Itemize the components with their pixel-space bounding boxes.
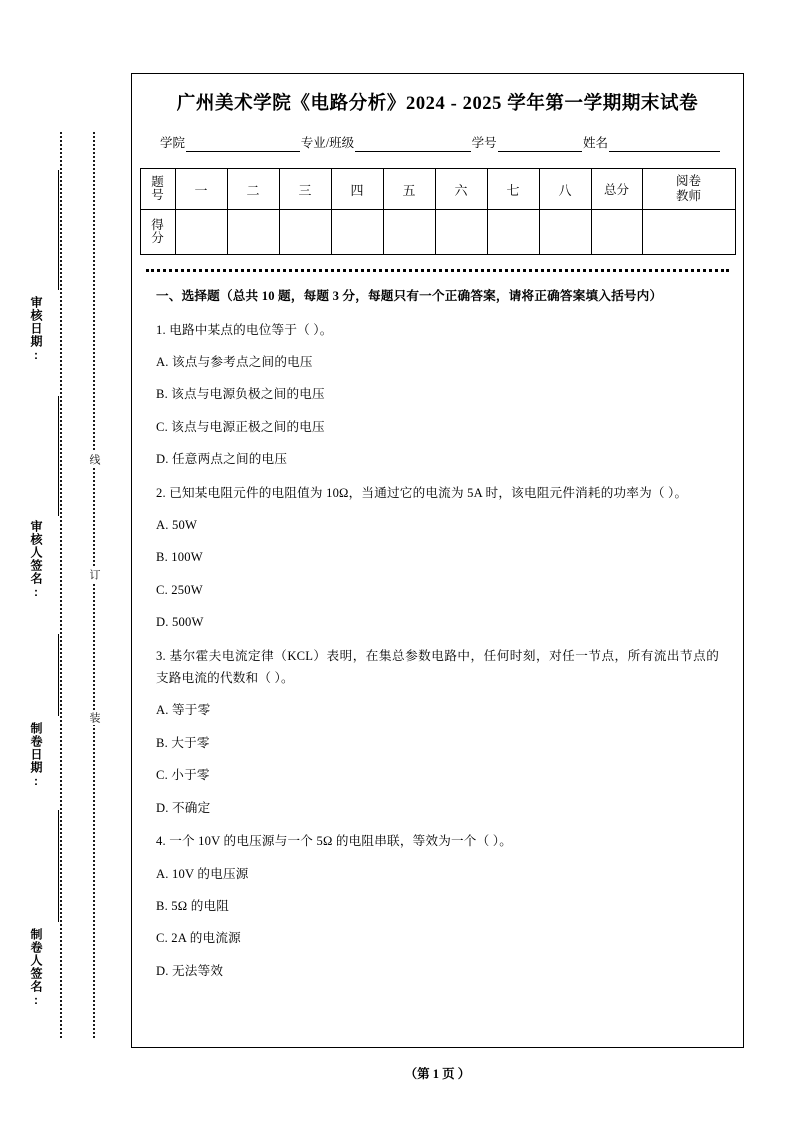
question-2-option-c[interactable]: C. 250W: [156, 582, 203, 597]
student-info-line: [160, 133, 721, 152]
seal-char-line: [88, 452, 99, 467]
question-4-option-a[interactable]: A. 10V 的电压源: [156, 866, 249, 881]
question-4-option-b[interactable]: B. 5Ω 的电阻: [156, 898, 230, 913]
score-col-head-3: 三: [279, 169, 331, 210]
score-cell-4[interactable]: [331, 210, 383, 255]
question-stem-1: 1. 电路中某点的电位等于（ ）。: [156, 322, 333, 337]
score-col-head-2: 二: [227, 169, 279, 210]
question-2-option-b[interactable]: B. 100W: [156, 550, 203, 565]
question-1-option-d[interactable]: D. 任意两点之间的电压: [156, 452, 288, 467]
score-col-head-grader: [642, 169, 735, 210]
section-divider: [146, 269, 729, 272]
field-input-name[interactable]: [609, 138, 720, 152]
questions-content: [156, 285, 719, 982]
field-input-college[interactable]: [186, 138, 300, 152]
page-title: 广州美术学院《电路分析》2024 - 2025 学年第一学期期末试卷: [176, 94, 699, 114]
score-cell-5[interactable]: [383, 210, 435, 255]
section-heading: 一、选择题（总共 10 题，每题 3 分，每题只有一个正确答案，请将正确答案填入括号内）: [156, 289, 663, 304]
table-row-question-numbers: [140, 169, 735, 210]
field-label-major-class: 专业/班级: [300, 136, 355, 151]
produce-date-text: 制卷日期:: [29, 722, 43, 789]
field-label-student-id: 学号: [471, 136, 497, 151]
score-cell-grader[interactable]: [642, 210, 735, 255]
stub-score-char-2: 分: [151, 231, 164, 246]
seal-char-line-text: 线: [88, 454, 100, 465]
exam-paper-frame: [131, 73, 744, 1048]
field-label-name: 姓名: [582, 136, 608, 151]
field-label-college: 学院: [160, 136, 186, 151]
score-cell-6[interactable]: [435, 210, 487, 255]
page-footer: [131, 1064, 744, 1082]
question-3-option-c[interactable]: C. 小于零: [156, 768, 210, 783]
seal-dashed-line-inner: [93, 132, 95, 1038]
score-col-head-8: 八: [539, 169, 591, 210]
question-1-option-b[interactable]: B. 该点与电源负极之间的电压: [156, 387, 325, 402]
score-cell-1[interactable]: [175, 210, 227, 255]
page-number-label: （第 1 页 ）: [404, 1067, 471, 1081]
stub-question-char-1: 题: [151, 174, 164, 189]
score-col-head-total: 总分: [591, 169, 642, 210]
seal-dashed-line-outer: [60, 132, 62, 1038]
produce-signer-label: [28, 928, 45, 1008]
table-row-scores: [140, 210, 735, 255]
review-signer-text: 审核人签名:: [29, 520, 43, 600]
score-cell-total[interactable]: [591, 210, 642, 255]
grader-char-1: 阅卷: [675, 174, 701, 189]
question-stem-4: 4. 一个 10V 的电压源与一个 5Ω 的电阻串联，等效为一个（ ）。: [156, 834, 513, 849]
question-stem-2: 2. 已知某电阻元件的电阻值为 10Ω，当通过它的电流为 5A 时，该电阻元件消耗的功率为（ ）。: [156, 485, 688, 500]
margin-rule-2: [58, 396, 59, 516]
score-col-head-4: 四: [331, 169, 383, 210]
score-table: [140, 168, 736, 255]
seal-char-bind-text: 订: [88, 569, 100, 580]
review-date-text: 审核日期:: [29, 296, 43, 363]
score-col-head-6: 六: [435, 169, 487, 210]
question-4-option-d[interactable]: D. 无法等效: [156, 963, 224, 978]
question-3-option-b[interactable]: B. 大于零: [156, 735, 210, 750]
question-2-option-d[interactable]: D. 500W: [156, 615, 204, 630]
question-2-option-a[interactable]: A. 50W: [156, 518, 198, 533]
question-3-option-a[interactable]: A. 等于零: [156, 703, 211, 718]
stub-question-char-2: 号: [151, 188, 164, 203]
score-cell-8[interactable]: [539, 210, 591, 255]
seal-char-pack-text: 装: [88, 712, 100, 723]
grader-char-2: 教师: [675, 189, 701, 204]
score-cell-2[interactable]: [227, 210, 279, 255]
produce-date-label: [28, 722, 45, 789]
question-1-option-a[interactable]: A. 该点与参考点之间的电压: [156, 355, 313, 369]
score-table-stub-question: [140, 169, 175, 210]
review-date-label: [28, 296, 45, 363]
seal-char-bind: [88, 567, 99, 582]
score-col-head-5: 五: [383, 169, 435, 210]
question-4-option-c[interactable]: C. 2A 的电流源: [156, 931, 241, 946]
question-3-option-d[interactable]: D. 不确定: [156, 800, 211, 815]
score-cell-7[interactable]: [487, 210, 539, 255]
score-col-head-7: 七: [487, 169, 539, 210]
produce-signer-text: 制卷人签名:: [29, 928, 43, 1008]
review-signer-label: [28, 520, 45, 600]
seal-char-pack: [88, 710, 99, 725]
left-margin-annotations: [0, 0, 120, 1122]
field-input-major-class[interactable]: [355, 138, 470, 152]
margin-rule-top: [58, 170, 59, 290]
score-table-stub-score: [140, 210, 175, 255]
score-cell-3[interactable]: [279, 210, 331, 255]
score-col-head-1: 一: [175, 169, 227, 210]
question-1-option-c[interactable]: C. 该点与电源正极之间的电压: [156, 419, 325, 434]
field-input-student-id[interactable]: [498, 138, 582, 152]
margin-rule-4: [58, 810, 59, 922]
question-stem-3: 3. 基尔霍夫电流定律（KCL）表明，在集总参数电路中，任何时刻，对任一节点，所有流出节点的支路电流的代数和（ ）。: [156, 648, 719, 686]
stub-score-char-1: 得: [151, 217, 164, 232]
margin-rule-3: [58, 634, 59, 716]
